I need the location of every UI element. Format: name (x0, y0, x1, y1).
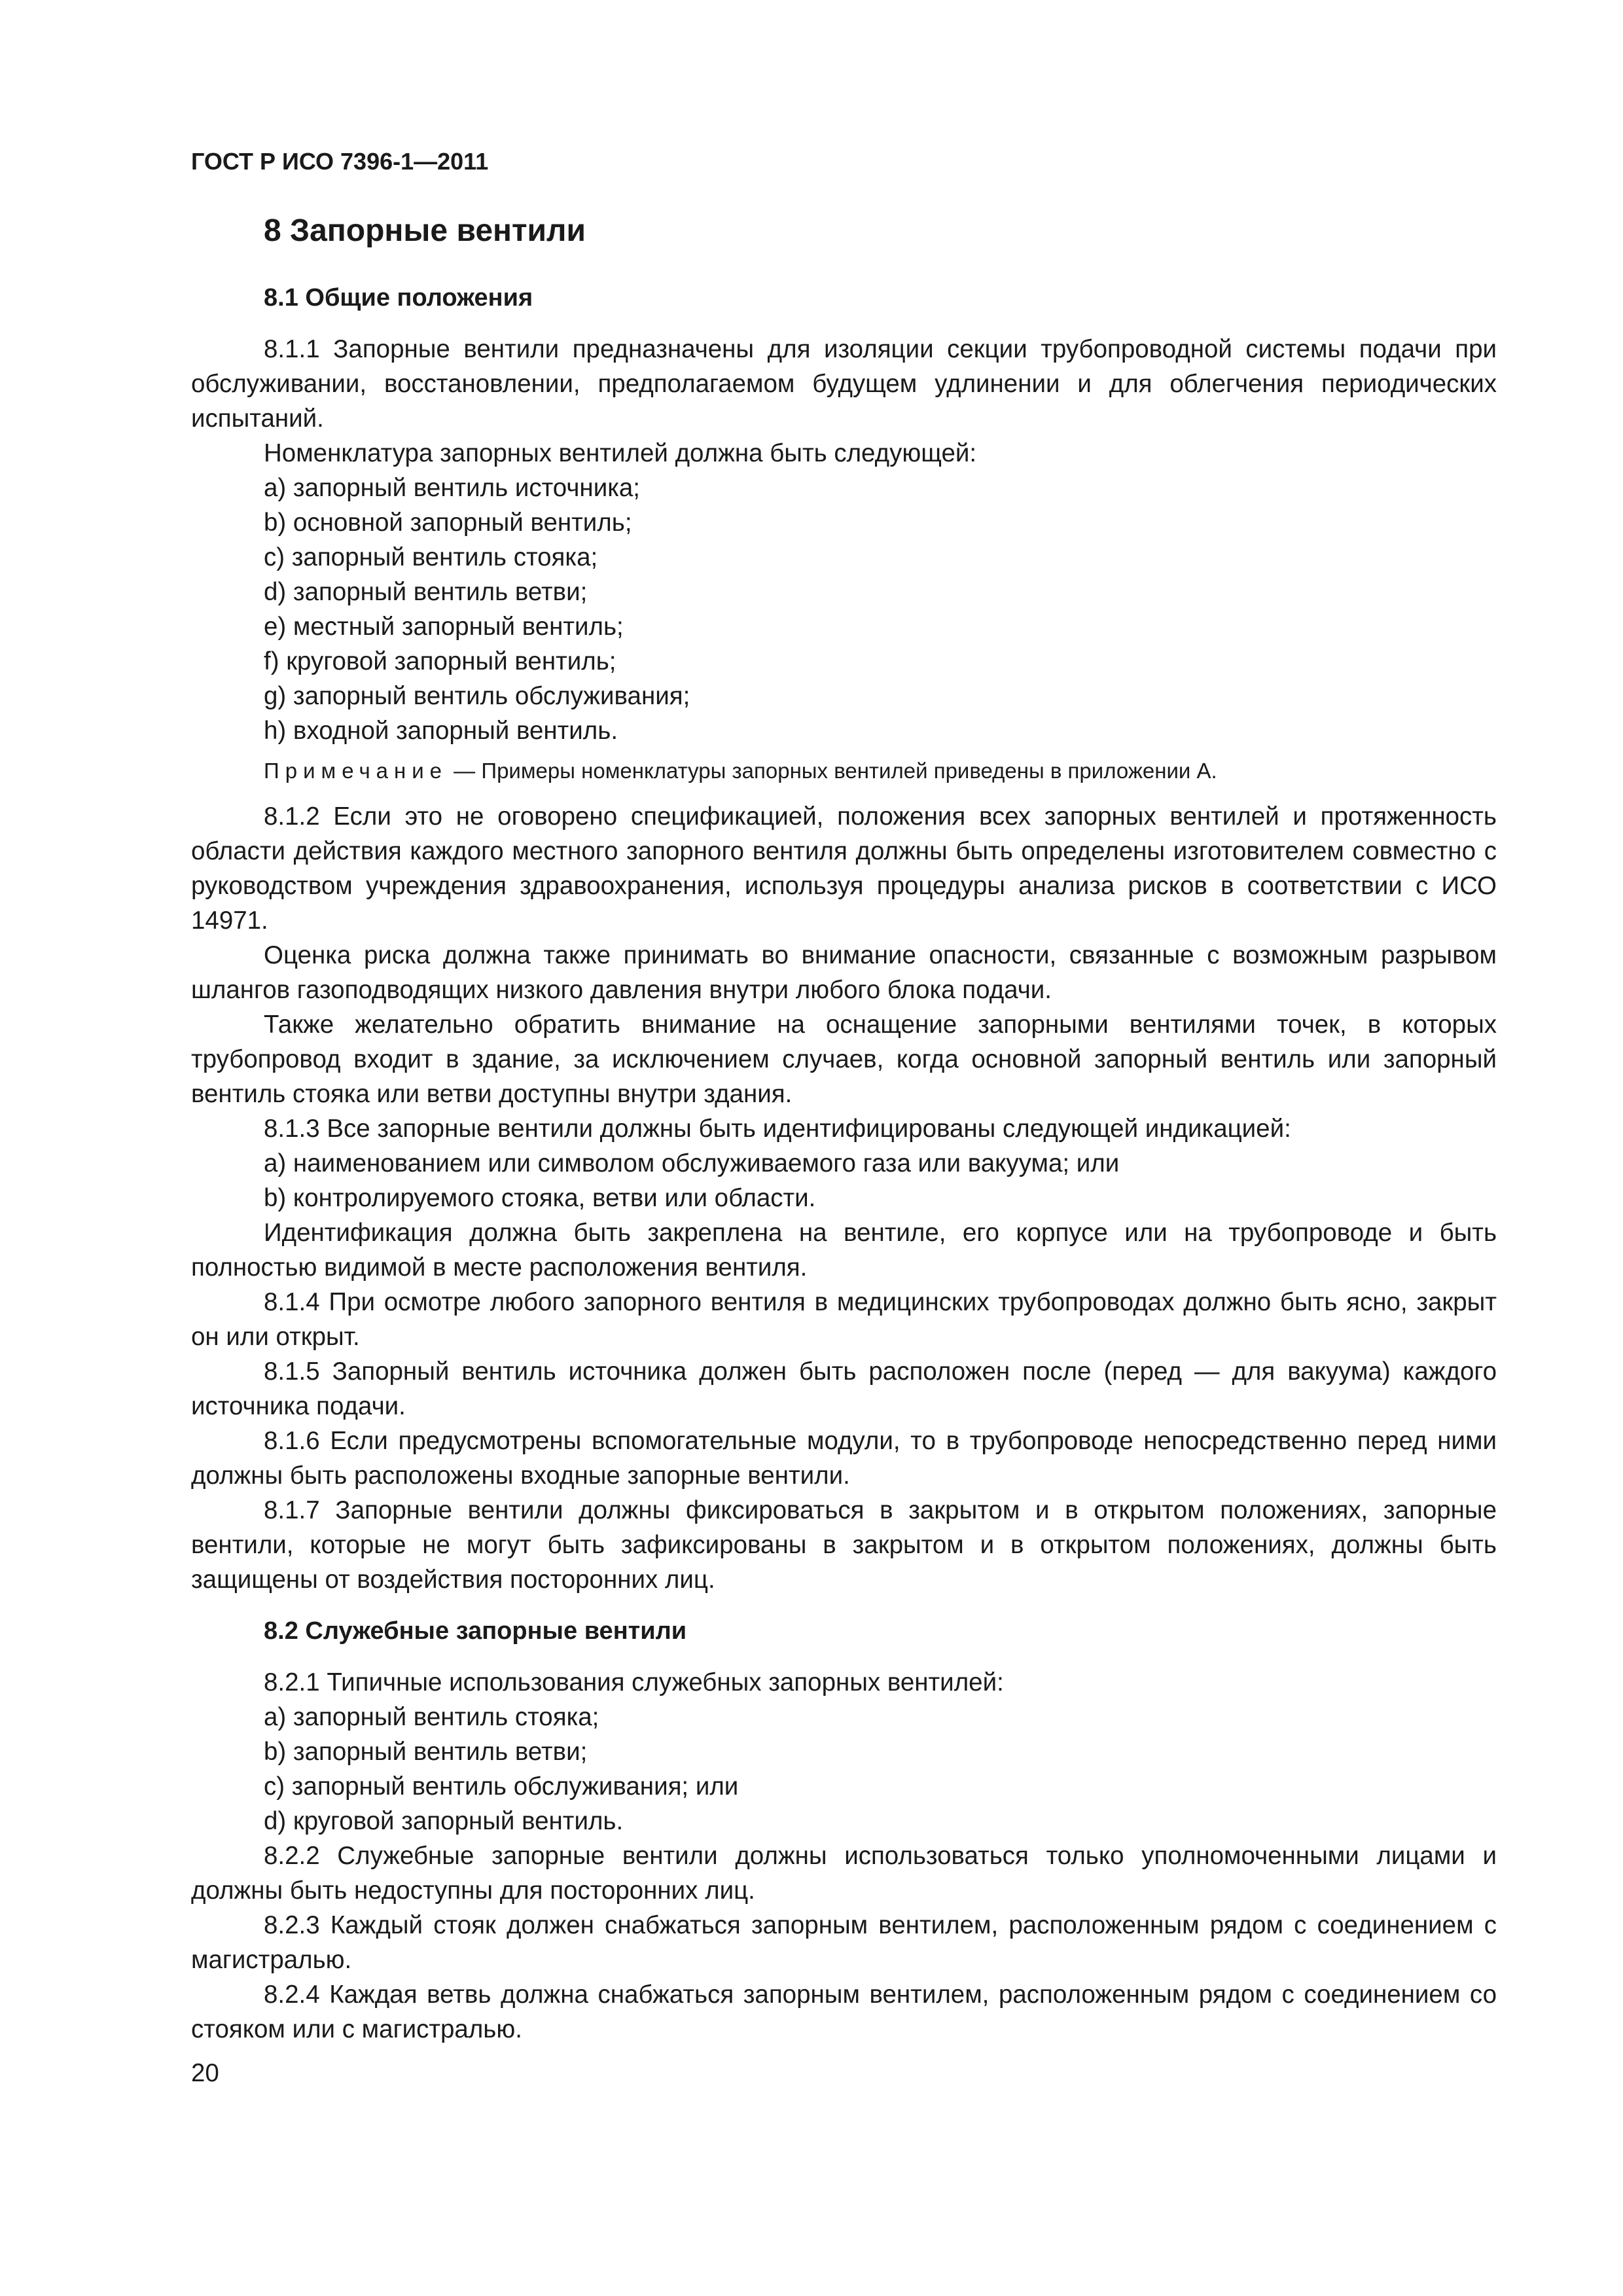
list-item: c) запорный вентиль обслуживания; или (264, 1772, 739, 1801)
note (264, 756, 1497, 786)
nomenclature-intro: Номенклатура запорных вентилей должна быть следующей: (264, 439, 977, 467)
note-text: — Примеры номенклатуры запорных вентилей приведены в приложении А. (448, 759, 1217, 783)
paragraph-8-1-1: 8.1.1 Запорные вентили предназначены для изоляции секции трубопроводной системы подачи при обслуживании, восстановлении, предполагаемом будущем удлинении и для облегчения периодических испытаний. (191, 335, 1497, 433)
paragraph-identification: Идентификация должна быть закреплена на вентиле, его корпусе или на трубопроводе и быть полностью видимой в месте расположения вентиля. (191, 1219, 1497, 1282)
list-item: e) местный запорный вентиль; (264, 613, 624, 641)
paragraph-8-1-2: 8.1.2 Если это не оговорено спецификацией, положения всех запорных вентилей и протяженность области действия каждого местного запорного вентиля должны быть определены изготовителем совместно с руководством учреждения здравоохранения, используя процедуры анализа рисков в соответствии с ИСО 14971. (191, 802, 1497, 935)
paragraph-8-2-1: 8.2.1 Типичные использования служебных запорных вентилей: (264, 1668, 1004, 1696)
paragraph-8-1-3: 8.1.3 Все запорные вентили должны быть идентифицированы следующей индикацией: (264, 1115, 1291, 1143)
list-item: d) запорный вентиль ветви; (264, 578, 588, 606)
list-item: g) запорный вентиль обслуживания; (264, 682, 690, 710)
paragraph-building-entry: Также желательно обратить внимание на оснащение запорными вентилями точек, в которых трубопровод входит в здание, за исключением случаев, когда основной запорный вентиль или запорный вентиль стояка или ветви доступны внутри здания. (191, 1011, 1497, 1108)
paragraph-8-2-3: 8.2.3 Каждый стояк должен снабжаться запорным вентилем, расположенным рядом с соединением с магистралью. (191, 1911, 1497, 1974)
paragraph-8-2-4: 8.2.4 Каждая ветвь должна снабжаться запорным вентилем, расположенным рядом с соединением со стояком или с магистралью. (191, 1981, 1497, 2043)
list-item: b) запорный вентиль ветви; (264, 1738, 588, 1766)
paragraph-risk-assessment: Оценка риска должна также принимать во внимание опасности, связанные с возможным разрывом шлангов газоподводящих низкого давления внутри любого блока подачи. (191, 941, 1497, 1004)
nomenclature-list (191, 471, 1497, 748)
service-valve-list (191, 1700, 1497, 1839)
list-item: a) наименованием или символом обслуживаемого газа или вакуума; или (264, 1149, 1120, 1177)
list-item: d) круговой запорный вентиль. (264, 1807, 624, 1835)
paragraph-8-1-5: 8.1.5 Запорный вентиль источника должен быть расположен после (перед — для вакуума) каждого источника подачи. (191, 1357, 1497, 1420)
section-title: 8 Запорные вентили (264, 213, 586, 248)
subsection-title-8-2: 8.2 Служебные запорные вентили (264, 1617, 687, 1645)
list-item: f) круговой запорный вентиль; (264, 647, 616, 675)
list-item: c) запорный вентиль стояка; (264, 543, 598, 571)
list-item: b) основной запорный вентиль; (264, 509, 632, 537)
paragraph-8-1-7: 8.1.7 Запорные вентили должны фиксироваться в закрытом и в открытом положениях, запорные вентили, которые не могут быть зафиксированы в закрытом и в открытом положениях, должны быть защищены от воздействия посторонних лиц. (191, 1496, 1497, 1594)
paragraph-8-2-2: 8.2.2 Служебные запорные вентили должны использоваться только уполномоченными лицами и должны быть недоступны для посторонних лиц. (191, 1842, 1497, 1905)
note-label: Примечание (264, 759, 448, 783)
page-number: 20 (191, 2059, 219, 2087)
list-item: a) запорный вентиль стояка; (264, 1703, 599, 1731)
standard-designation: ГОСТ Р ИСО 7396-1—2011 (191, 148, 489, 175)
subsection-title-8-1: 8.1 Общие положения (264, 284, 533, 312)
list-item: h) входной запорный вентиль. (264, 717, 618, 745)
document-page (191, 147, 1497, 2090)
paragraph-8-1-6: 8.1.6 Если предусмотрены вспомогательные модули, то в трубопроводе непосредственно перед ними должны быть расположены входные запорные вентили. (191, 1427, 1497, 1490)
list-item: a) запорный вентиль источника; (264, 474, 640, 502)
list-item: b) контролируемого стояка, ветви или области. (264, 1184, 816, 1212)
paragraph-8-1-4: 8.1.4 При осмотре любого запорного вентиля в медицинских трубопроводах должно быть ясно, закрыт он или открыт. (191, 1288, 1497, 1351)
